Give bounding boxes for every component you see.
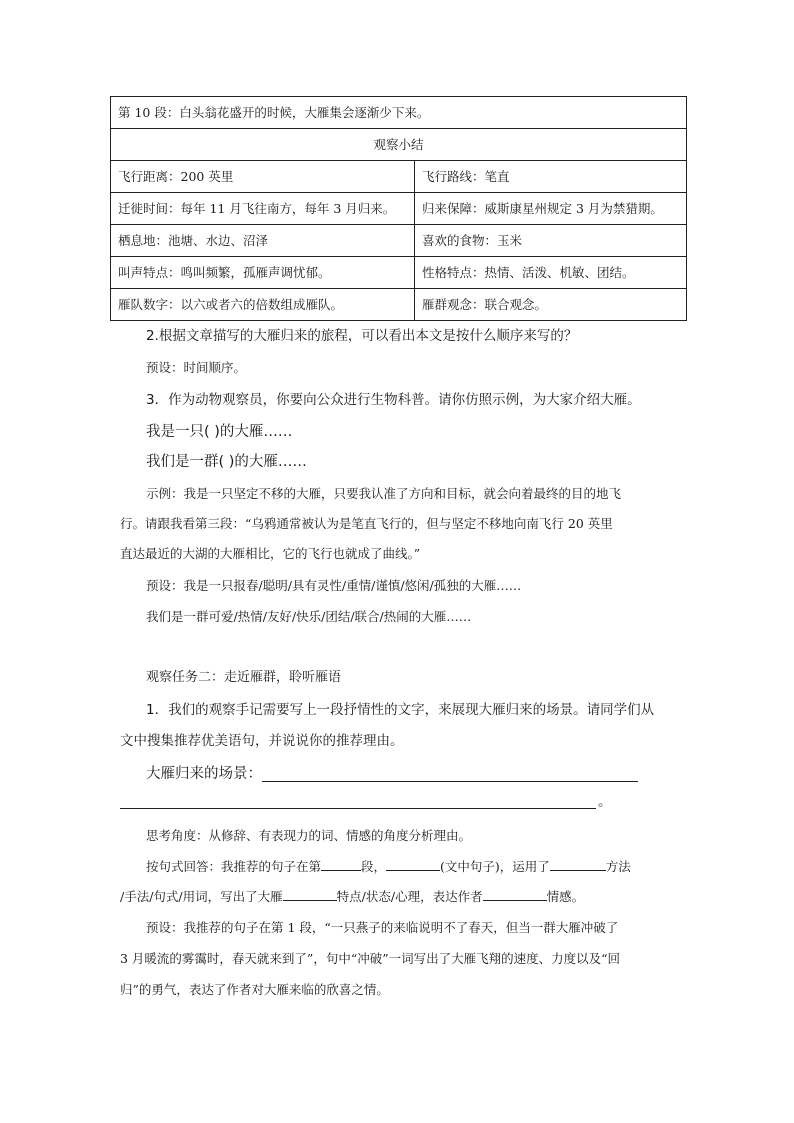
blank-feature (283, 886, 337, 901)
summary-header: 观察小结 (111, 129, 687, 161)
table-cell: 归来保障：威斯康星州规定 3 月为禁猎期。 (415, 193, 687, 225)
format-text: /手法/句式/用词，写出了大雁 (120, 889, 283, 904)
table-cell: 雁队数字：以六或者六的倍数组成雁队。 (111, 289, 415, 321)
scene-blank-2 (120, 807, 596, 809)
blank-method (550, 856, 606, 871)
scene-blank-1 (262, 780, 638, 782)
blank-emotion (483, 886, 547, 901)
format-text: 段， (361, 859, 387, 874)
format-text: 特点/状态/心理，表达作者 (336, 889, 483, 904)
table-cell: 飞行距离：200 英里 (111, 161, 415, 193)
preset-line-2: 我们是一群可爱/热情/友好/快乐/团结/联合/热闹的大雁…… (146, 609, 472, 624)
table-cell: 喜欢的食物：玉米 (415, 225, 687, 257)
task-2-title: 观察任务二：走近雁群，聆听雁语 (146, 670, 342, 685)
task-2-question-1-a: 1．我们的观察手记需要写上一段抒情性的文字，来展现大雁归来的场景。请同学们从 (146, 702, 655, 718)
table-row (111, 161, 687, 193)
table-cell: 迁徙时间：每年 11 月飞往南方，每年 3 月归来。 (111, 193, 415, 225)
answer-line-2: 3 月暖流的雾霭时，春天就来到了”，句中“冲破”一词写出了大雁飞翔的速度、力度以及“回 (120, 951, 620, 966)
question-3: 3．作为动物观察员，你要向公众进行生物科普。请你仿照示例，为大家介绍大雁。 (146, 392, 641, 408)
format-text: 情感。 (546, 889, 585, 904)
table-row (111, 257, 687, 289)
table-row (111, 289, 687, 321)
question-3-line-1: 我是一只( )的大雁…… (146, 424, 293, 440)
table-row (111, 129, 687, 161)
observation-table (110, 96, 687, 321)
answer-line-3: 归”的勇气，表达了作者对大雁来临的欣喜之情。 (120, 982, 389, 997)
table-cell: 栖息地：池塘、水边、沼泽 (111, 225, 415, 257)
preset-line-1: 预设：我是一只报春/聪明/具有灵性/重情/谨慎/悠闲/孤独的大雁…… (146, 578, 522, 593)
format-text: (文中句子)，运用了 (440, 859, 550, 874)
task-2-question-1-b: 文中搜集推荐优美语句，并说说你的推荐理由。 (120, 733, 404, 749)
question-3-line-2: 我们是一群( )的大雁…… (146, 454, 307, 470)
scene-label: 大雁归来的场景： (146, 766, 262, 782)
example-line-1: 示例：我是一只坚定不移的大雁，只要我认准了方向和目标，就会向着最终的目的地飞 (146, 486, 622, 501)
table-cell: 性格特点：热情、活泼、机敏、团结。 (415, 257, 687, 289)
paragraph-10-cell: 第 10 段：白头翁花盛开的时候，大雁集会逐渐少下来。 (111, 97, 687, 129)
answer-format-line-1 (146, 856, 631, 877)
answer-line-1: 预设：我推荐的句子在第 1 段，“一只燕子的来临说明不了春天，但当一群大雁冲破了 (146, 920, 619, 935)
table-cell: 叫声特点：鸣叫频繁，孤雁声调忧郁。 (111, 257, 415, 289)
format-text: 按句式回答：我推荐的句子在第 (146, 859, 322, 874)
thinking-angle: 思考角度：从修辞、有表现力的词、情感的角度分析理由。 (146, 828, 472, 843)
format-text: 方法 (605, 859, 631, 874)
question-2-answer: 预设：时间顺序。 (146, 360, 247, 375)
example-line-2: 行。请跟我看第三段：“乌鸦通常被认为是笔直飞行的，但与坚定不移地向南飞行 20 英里 (120, 516, 613, 531)
scene-end: 。 (598, 794, 612, 810)
example-line-3: 直达最近的大湖的大雁相比，它的飞行也就成了曲线。” (120, 546, 421, 561)
table-row (111, 97, 687, 129)
blank-paragraph (321, 856, 361, 871)
table-cell: 雁群观念：联合观念。 (415, 289, 687, 321)
table-row (111, 193, 687, 225)
table-row (111, 225, 687, 257)
blank-sentence (386, 856, 440, 871)
answer-format-line-2 (120, 886, 584, 907)
table-cell: 飞行路线：笔直 (415, 161, 687, 193)
question-2: 2.根据文章描写的大雁归来的旅程，可以看出本文是按什么顺序来写的？ (146, 328, 578, 344)
